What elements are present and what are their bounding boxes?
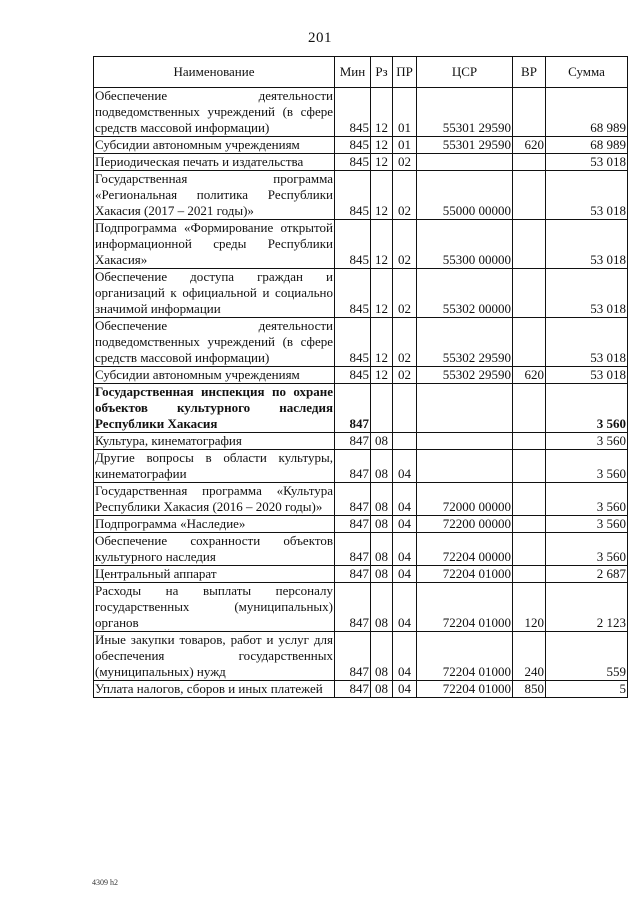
cell-name: Государственная программа «Региональная политика Республики Хакасия (2017 – 2021 годы)» — [95, 171, 333, 218]
cell-pr: 04 — [393, 533, 417, 566]
cell-min: 845 — [335, 220, 371, 269]
cell-rz: 12 — [371, 154, 393, 171]
footer-code: 4309 h2 — [92, 878, 118, 887]
cell-rz: 12 — [371, 367, 393, 384]
header-sum: Сумма — [546, 57, 628, 88]
header-name: Наименование — [94, 57, 335, 88]
cell-min: 845 — [335, 88, 371, 137]
header-min: Мин — [335, 57, 371, 88]
cell-rz: 08 — [371, 681, 393, 698]
header-csr: ЦСР — [417, 57, 513, 88]
cell-csr — [417, 384, 513, 433]
cell-pr: 02 — [393, 171, 417, 220]
table-row — [94, 367, 628, 384]
cell-name: Субсидии автономным учреждениям — [94, 367, 335, 384]
cell-sum: 53 018 — [546, 220, 628, 269]
cell-vr: 620 — [513, 137, 546, 154]
cell-rz: 12 — [371, 318, 393, 367]
cell-rz: 12 — [371, 171, 393, 220]
cell-min: 847 — [335, 433, 371, 450]
cell-vr — [513, 171, 546, 220]
cell-sum: 68 989 — [546, 88, 628, 137]
table-body — [94, 88, 628, 698]
cell-csr: 72200 00000 — [417, 516, 513, 533]
cell-pr — [393, 433, 417, 450]
table-row — [94, 433, 628, 450]
budget-table — [93, 56, 628, 698]
cell-name: Подпрограмма «Наследие» — [94, 516, 335, 533]
cell-csr: 72204 01000 — [417, 583, 513, 632]
cell-pr: 04 — [393, 516, 417, 533]
cell-min: 847 — [335, 483, 371, 516]
cell-vr: 620 — [513, 367, 546, 384]
cell-name: Центральный аппарат — [94, 566, 335, 583]
table-row — [94, 318, 628, 367]
cell-sum: 53 018 — [546, 171, 628, 220]
cell-sum: 3 560 — [546, 450, 628, 483]
cell-min: 847 — [335, 566, 371, 583]
cell-min: 845 — [335, 171, 371, 220]
cell-pr: 02 — [393, 318, 417, 367]
cell-csr: 55302 29590 — [417, 318, 513, 367]
cell-pr: 04 — [393, 583, 417, 632]
cell-sum: 3 560 — [546, 433, 628, 450]
cell-min: 845 — [335, 318, 371, 367]
cell-name: Обеспечение деятельности подведомственных учреждений (в сфере средств массовой информации) — [95, 88, 333, 135]
cell-csr — [417, 154, 513, 171]
cell-pr: 01 — [393, 88, 417, 137]
cell-rz: 12 — [371, 88, 393, 137]
cell-vr — [513, 566, 546, 583]
cell-name: Расходы на выплаты персоналу государственных (муниципальных) органов — [95, 583, 333, 630]
table-row — [94, 583, 628, 632]
cell-min: 847 — [335, 681, 371, 698]
cell-min: 845 — [335, 154, 371, 171]
cell-rz: 12 — [371, 220, 393, 269]
cell-vr — [513, 516, 546, 533]
cell-vr: 240 — [513, 632, 546, 681]
cell-pr — [393, 384, 417, 433]
cell-name: Государственная программа «Культура Республики Хакасия (2016 – 2020 годы)» — [95, 483, 333, 514]
cell-csr: 55301 29590 — [417, 88, 513, 137]
cell-name: Государственная инспекция по охране объектов культурного наследия Республики Хакасия — [95, 384, 333, 431]
cell-rz: 08 — [371, 566, 393, 583]
header-rz: Рз — [371, 57, 393, 88]
cell-sum: 5 — [546, 681, 628, 698]
cell-pr: 02 — [393, 220, 417, 269]
cell-sum: 53 018 — [546, 154, 628, 171]
table-row — [94, 566, 628, 583]
cell-csr: 72204 01000 — [417, 632, 513, 681]
cell-csr — [417, 433, 513, 450]
table-row — [94, 137, 628, 154]
cell-sum: 2 687 — [546, 566, 628, 583]
cell-vr — [513, 533, 546, 566]
cell-name: Подпрограмма «Формирование открытой информационной среды Республики Хакасия» — [95, 220, 333, 267]
cell-csr: 55302 29590 — [417, 367, 513, 384]
cell-min: 847 — [335, 384, 371, 433]
table-row — [94, 269, 628, 318]
cell-name: Уплата налогов, сборов и иных платежей — [94, 681, 335, 698]
cell-vr — [513, 384, 546, 433]
cell-csr: 72204 01000 — [417, 566, 513, 583]
cell-sum: 3 560 — [546, 533, 628, 566]
cell-csr: 55302 00000 — [417, 269, 513, 318]
cell-rz — [371, 384, 393, 433]
cell-vr — [513, 154, 546, 171]
header-pr: ПР — [393, 57, 417, 88]
cell-csr: 55000 00000 — [417, 171, 513, 220]
cell-pr: 01 — [393, 137, 417, 154]
cell-csr: 72000 00000 — [417, 483, 513, 516]
cell-vr — [513, 269, 546, 318]
table-row — [94, 483, 628, 516]
cell-min: 845 — [335, 269, 371, 318]
cell-vr: 120 — [513, 583, 546, 632]
cell-name: Субсидии автономным учреждениям — [94, 137, 335, 154]
table-row — [94, 450, 628, 483]
table-row — [94, 88, 628, 137]
cell-vr — [513, 88, 546, 137]
cell-sum: 53 018 — [546, 367, 628, 384]
table-row — [94, 154, 628, 171]
cell-csr: 72204 01000 — [417, 681, 513, 698]
cell-sum: 53 018 — [546, 318, 628, 367]
cell-sum: 559 — [546, 632, 628, 681]
cell-csr: 72204 00000 — [417, 533, 513, 566]
table-header-row — [94, 57, 628, 88]
cell-min: 845 — [335, 137, 371, 154]
cell-csr — [417, 450, 513, 483]
cell-vr — [513, 318, 546, 367]
cell-min: 847 — [335, 450, 371, 483]
cell-vr — [513, 433, 546, 450]
cell-csr: 55300 00000 — [417, 220, 513, 269]
cell-pr: 04 — [393, 681, 417, 698]
cell-name: Обеспечение сохранности объектов культурного наследия — [95, 533, 333, 564]
header-vr: ВР — [513, 57, 546, 88]
cell-rz: 08 — [371, 632, 393, 681]
cell-pr: 02 — [393, 154, 417, 171]
table-row — [94, 384, 628, 433]
cell-pr: 04 — [393, 566, 417, 583]
cell-min: 847 — [335, 533, 371, 566]
cell-name: Периодическая печать и издательства — [94, 154, 335, 171]
cell-rz: 12 — [371, 269, 393, 318]
cell-pr: 02 — [393, 367, 417, 384]
cell-name: Обеспечение доступа граждан и организаций к официальной и социально значимой информации — [95, 269, 333, 316]
cell-name: Обеспечение деятельности подведомственных учреждений (в сфере средств массовой информации) — [95, 318, 333, 365]
cell-sum: 53 018 — [546, 269, 628, 318]
cell-sum: 68 989 — [546, 137, 628, 154]
cell-pr: 04 — [393, 450, 417, 483]
cell-vr — [513, 483, 546, 516]
cell-min: 847 — [335, 583, 371, 632]
cell-min: 847 — [335, 632, 371, 681]
table-row — [94, 516, 628, 533]
table-row — [94, 632, 628, 681]
cell-sum: 3 560 — [546, 483, 628, 516]
cell-vr: 850 — [513, 681, 546, 698]
table-row — [94, 533, 628, 566]
cell-name: Иные закупки товаров, работ и услуг для обеспечения государственных (муниципальных) нужд — [95, 632, 333, 679]
cell-sum: 3 560 — [546, 384, 628, 433]
cell-sum: 3 560 — [546, 516, 628, 533]
cell-min: 845 — [335, 367, 371, 384]
table-row — [94, 220, 628, 269]
cell-rz: 08 — [371, 583, 393, 632]
cell-rz: 08 — [371, 533, 393, 566]
cell-name: Культура, кинематография — [94, 433, 335, 450]
cell-rz: 08 — [371, 450, 393, 483]
cell-rz: 08 — [371, 433, 393, 450]
table-row — [94, 171, 628, 220]
cell-pr: 04 — [393, 483, 417, 516]
cell-vr — [513, 220, 546, 269]
cell-pr: 02 — [393, 269, 417, 318]
table-row — [94, 681, 628, 698]
cell-rz: 08 — [371, 516, 393, 533]
cell-csr: 55301 29590 — [417, 137, 513, 154]
cell-rz: 12 — [371, 137, 393, 154]
cell-rz: 08 — [371, 483, 393, 516]
cell-sum: 2 123 — [546, 583, 628, 632]
page-number: 201 — [308, 30, 332, 46]
cell-min: 847 — [335, 516, 371, 533]
cell-vr — [513, 450, 546, 483]
cell-pr: 04 — [393, 632, 417, 681]
cell-name: Другие вопросы в области культуры, кинематографии — [95, 450, 333, 481]
